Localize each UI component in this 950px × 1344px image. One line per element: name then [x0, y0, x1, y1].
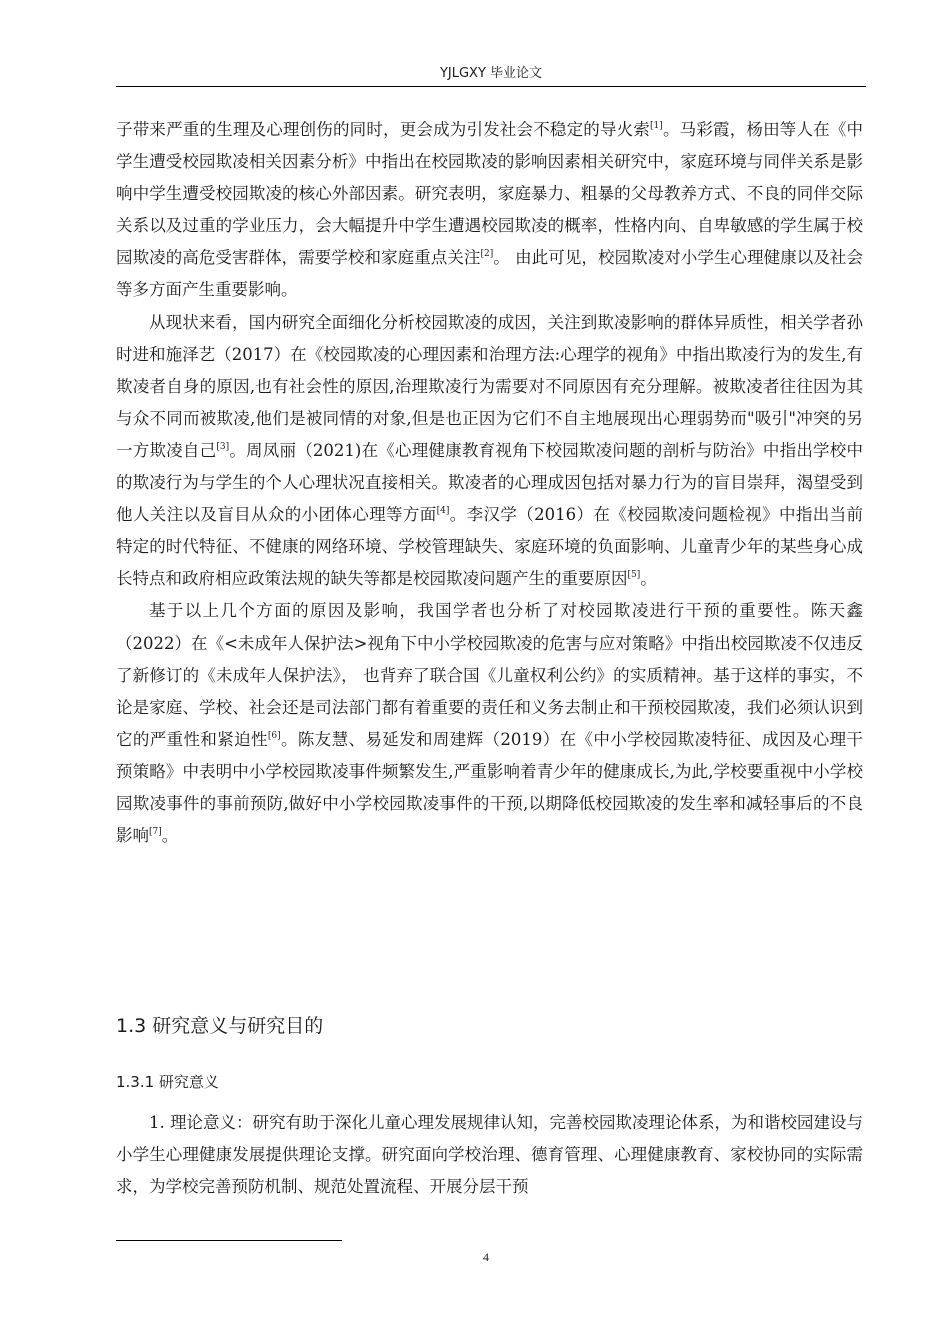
text-run: 。李汉学（2016）在《校园欺凌问题检视》中指出当前特定的时代特征、不健康的网络环境、学校管理缺失、家庭环境的负面影响、儿童青少年的某些身心成长特点和政府相应政策法规的缺失等都是校园欺凌问题产生的重要原因	[116, 505, 863, 589]
paragraph-1	[116, 114, 863, 307]
text-run: 。周凤丽（2021)在《心理健康教育视角下校园欺凌问题的剖析与防治》中指出学校中的欺凌行为与学生的个人心理状况直接相关。欺凌者的心理成因包括对暴力行为的盲目崇拜，渴望受到他人关注以及盲目从众的小团体心理等方面	[116, 440, 864, 525]
subsection-heading: 1.3.1 研究意义	[116, 1073, 219, 1091]
footnote-separator	[116, 1240, 342, 1241]
citation-4: [4]	[436, 506, 450, 517]
text-run: 基于以上几个方面的原因及影响，我国学者也分析了对校园欺凌进行干预的重要性。陈天鑫（2022）在《<未成年人保护法>视角下中小学校园欺凌的危害与应对策略》中指出校园欺凌不仅违反了新修订的《未成年人保护法》， 也背弃了联合国《儿童权利公约》的实质精神。基于这样的事实，不论是家庭、学校、社会还是司法部门都有着重要的责任和义务去制止和干预校园欺凌，我们必须认识到它的严重性和紧迫性	[116, 601, 863, 749]
paragraph-4: 1. 理论意义：研究有助于深化儿童心理发展规律认知，完善校园欺凌理论体系，为和谐校园建设与小学生心理健康发展提供理论支撑。研究面向学校治理、德育管理、心理健康教育、家校协同的实际需求，为学校完善预防机制、规范处置流程、开展分层干预	[116, 1113, 863, 1197]
text-run: 。陈友慧、易延发和周建辉（2019）在《中小学校园欺凌特征、成因及心理干预策略》中表明中小学校园欺凌事件频繁发生,严重影响着青少年的健康成长,为此,学校要重视中小学校园欺凌事件的事前预防,做好中小学校园欺凌事件的干预,以期降低校园欺凌的发生率和减轻事后的不良影响	[116, 729, 863, 846]
body-text	[116, 114, 863, 852]
text-run: 从现状来看，国内研究全面细化分析校园欺凌的成因，关注到欺凌影响的群体异质性，相关学者孙时进和施泽艺（2017）在《校园欺凌的心理因素和治理方法:心理学的视角》中指出欺凌行为的发生,有欺凌者自身的原因,也有社会性的原因,治理欺凌行为需要对不同原因有充分理解。被欺凌者往往因为其与众不同而被欺凌,他们是被同情的对象,但是也正因为它们不自主地展现出心理弱势而"吸引"冲突的另一方欺凌自己	[116, 312, 863, 460]
citation-6: [6]	[267, 730, 281, 741]
body-text-continued	[116, 1107, 863, 1203]
section-heading: 1.3 研究意义与研究目的	[116, 1015, 324, 1037]
citation-3: [3]	[216, 441, 230, 452]
citation-1: [1]	[650, 121, 663, 131]
text-run: 。	[640, 569, 657, 589]
citation-7: [7]	[149, 827, 162, 838]
page-number: 4	[483, 1250, 489, 1264]
citation-2: [2]	[480, 249, 494, 260]
text-run: 。 由此可见，校园欺凌对小学生心理健康以及社会等多方面产生重要影响。	[116, 248, 863, 300]
citation-5: [5]	[627, 570, 641, 581]
paragraph-3	[116, 595, 863, 852]
running-header: YJLGXY 毕业论文	[116, 62, 866, 87]
text-run: 子带来严重的生理及心理创伤的同时，更会成为引发社会不稳定的导火索	[116, 120, 650, 139]
text-run: 。马彩霞，杨田等人在《中学生遭受校园欺凌相关因素分析》中指出在校园欺凌的影响因素相关研究中，家庭环境与同伴关系是影响中学生遭受校园欺凌的核心外部因素。研究表明，家庭暴力、粗暴的父母教养方式、不良的同伴交际关系以及过重的学业压力，会大幅提升中学生遭遇校园欺凌的概率，性格内向、自卑敏感的学生属于校园欺凌的高危受害群体，需要学校和家庭重点关注	[116, 120, 863, 268]
text-run: 。	[161, 826, 179, 846]
paragraph-2	[116, 307, 863, 596]
